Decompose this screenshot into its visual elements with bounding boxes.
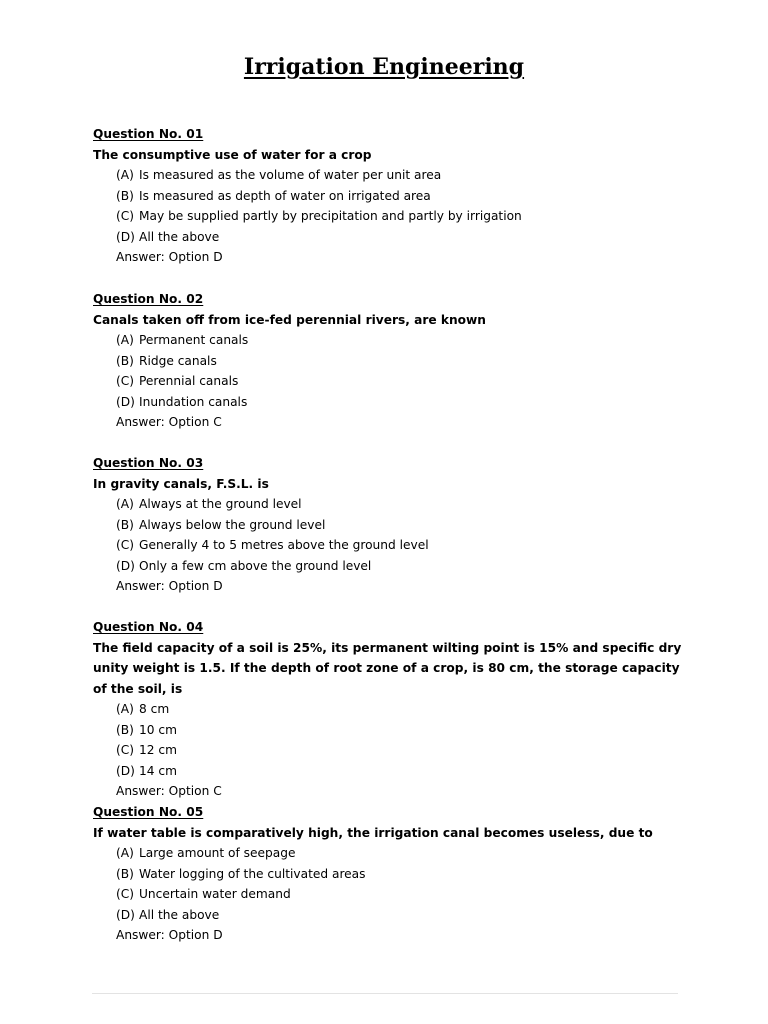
option-a [116, 699, 693, 720]
option-text: Is measured as depth of water on irrigated area [139, 188, 431, 203]
option-d [116, 227, 693, 248]
option-letter: (A) [116, 333, 134, 347]
option-c [116, 206, 693, 227]
option-letter: (B) [116, 353, 134, 368]
page-footer-divider [92, 993, 678, 994]
question-stem: The consumptive use of water for a crop [93, 147, 372, 162]
option-a [116, 330, 693, 351]
question-stem: If water table is comparatively high, the irrigation canal becomes useless, due to [93, 825, 653, 840]
option-letter: (B) [116, 517, 134, 532]
option-b [116, 515, 693, 536]
option-letter: (D) [116, 763, 135, 778]
option-text: Perennial canals [139, 374, 239, 388]
option-letter: (A) [116, 846, 134, 860]
question-block-02 [93, 289, 693, 433]
option-text: Water logging of the cultivated areas [139, 866, 366, 881]
option-b [116, 720, 693, 741]
option-text: May be supplied partly by precipitation and partly by irrigation [139, 209, 522, 223]
question-block-04 [93, 617, 693, 802]
option-text: Always below the ground level [139, 517, 326, 532]
option-c [116, 740, 693, 761]
answer-line: Answer: Option C [116, 784, 222, 798]
question-block-01 [93, 124, 693, 268]
option-d [116, 905, 693, 926]
option-text: Is measured as the volume of water per unit area [139, 168, 442, 182]
option-c [116, 535, 693, 556]
question-heading: Question No. 02 [93, 292, 204, 306]
option-b [116, 351, 693, 372]
option-text: Uncertain water demand [139, 887, 291, 901]
option-letter: (A) [116, 497, 134, 511]
question-stem: The field capacity of a soil is 25%, its permanent wilting point is 15% and specific dry unity weight is 1.5. If the depth of root zone of a crop, is 80 cm, the storage capacity of the soil, is [93, 640, 682, 696]
option-a [116, 494, 693, 515]
document-title: Irrigation Engineering [243, 54, 525, 80]
option-text: All the above [139, 229, 220, 244]
option-c [116, 371, 693, 392]
option-text: 14 cm [139, 763, 177, 778]
answer-line: Answer: Option C [116, 415, 222, 429]
question-heading: Question No. 01 [93, 127, 204, 141]
option-text: 10 cm [139, 722, 177, 737]
question-heading: Question No. 03 [93, 456, 204, 470]
question-block-05 [93, 802, 693, 946]
question-stem: In gravity canals, F.S.L. is [93, 476, 269, 491]
question-stem: Canals taken off from ice-fed perennial rivers, are known [93, 312, 486, 327]
option-letter: (D) [116, 394, 135, 409]
option-letter: (C) [116, 538, 135, 552]
options-list [93, 165, 693, 247]
option-letter: (A) [116, 702, 134, 716]
options-list [93, 494, 693, 576]
option-d [116, 761, 693, 782]
answer-line: Answer: Option D [116, 250, 223, 264]
option-letter: (A) [116, 168, 134, 182]
option-letter: (D) [116, 229, 135, 244]
question-heading: Question No. 04 [93, 620, 204, 634]
option-text: Permanent canals [139, 333, 249, 347]
answer-line: Answer: Option D [116, 928, 223, 942]
option-text: Always at the ground level [139, 497, 302, 511]
options-list [93, 843, 693, 925]
option-d [116, 392, 693, 413]
option-a [116, 843, 693, 864]
question-block-03 [93, 453, 693, 597]
options-list [93, 699, 693, 781]
option-text: 12 cm [139, 743, 177, 757]
options-list [93, 330, 693, 412]
option-b [116, 864, 693, 885]
option-text: 8 cm [139, 702, 170, 716]
question-heading: Question No. 05 [93, 805, 204, 819]
option-text: Ridge canals [139, 353, 217, 368]
answer-line: Answer: Option D [116, 579, 223, 593]
option-d [116, 556, 693, 577]
option-letter: (B) [116, 188, 134, 203]
option-text: Generally 4 to 5 metres above the ground level [139, 538, 429, 552]
option-c [116, 884, 693, 905]
option-letter: (C) [116, 887, 135, 901]
option-letter: (C) [116, 209, 135, 223]
option-letter: (D) [116, 558, 135, 573]
option-letter: (B) [116, 722, 134, 737]
option-letter: (D) [116, 907, 135, 922]
option-letter: (C) [116, 374, 135, 388]
option-text: All the above [139, 907, 220, 922]
option-b [116, 186, 693, 207]
option-text: Inundation canals [139, 394, 248, 409]
option-text: Large amount of seepage [139, 846, 296, 860]
option-letter: (C) [116, 743, 135, 757]
option-letter: (B) [116, 866, 134, 881]
option-text: Only a few cm above the ground level [139, 558, 372, 573]
option-a [116, 165, 693, 186]
